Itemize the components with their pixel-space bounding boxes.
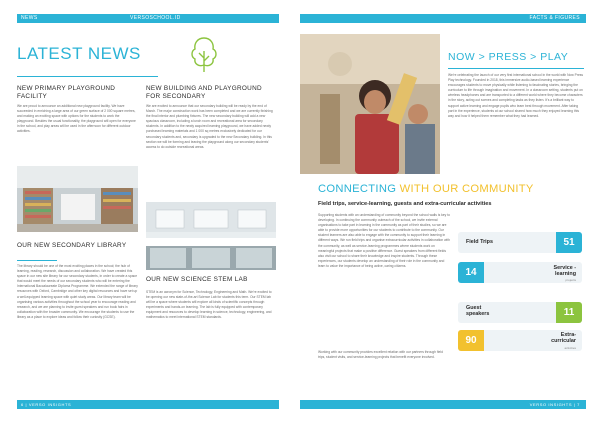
connecting-title — [318, 183, 534, 195]
stat-card-service-learning — [458, 262, 582, 283]
stat-card-extra-curricular — [458, 330, 582, 351]
stat-sub: activities — [564, 346, 576, 350]
article-title-playground-facility: NEW PRIMARY PLAYGROUND FACILITY — [17, 85, 116, 100]
stat-value: 51 — [556, 232, 582, 253]
connecting-title-prefix: CONNECTING — [318, 183, 400, 195]
section-tag-facts: FACTS & FIGURES — [529, 15, 580, 21]
latest-news-title: LATEST NEWS — [17, 44, 141, 63]
header-bar-left — [17, 14, 279, 23]
stat-value: 11 — [556, 302, 582, 323]
footer-bar-left — [17, 400, 279, 409]
stat-label: Guest speakers — [466, 305, 490, 317]
hero-photo-student — [300, 34, 440, 174]
stat-value: 90 — [458, 330, 484, 351]
website-url: VERSOSCHOOL.ID — [130, 15, 181, 21]
now-press-play-title: NOW > PRESS > PLAY — [448, 51, 569, 63]
footer-bar-right — [300, 400, 586, 409]
section-tag-news: NEWS — [21, 15, 38, 21]
stem-lab-photo — [146, 202, 276, 270]
stat-value: 14 — [458, 262, 484, 283]
stat-label: Extra-curricular — [551, 332, 576, 344]
article-body-secondary-library: The library should be one of the most exciting places in the school; the hub of learning, reading, research, discussion and collaboration. We have created this space in our new site library for our secondary students, in order to create a space that would meet the needs of our secondary students who will be entering the International Baccalaureate Diploma Programme. We extended the range of library resources with Oxford, Cambridge and other key digital resources and have set up a well-equipped learning space with quiet study areas. Our library team will be organising various activities throughout the school year to encourage reading and research, and we are planning to invite guest speakers and run book fairs in collaboration with the broader community. We encourage the students to use the library as a place to explore ideas and follow their curiosity (GCSE). — [17, 264, 138, 319]
library-photo — [17, 166, 138, 232]
library-divider — [17, 260, 57, 261]
article-title-building-playground: NEW BUILDING AND PLAYGROUND FOR SECONDARY — [146, 85, 262, 100]
article-body-playground-facility: We are proud to announce an additional new playground facility. We have succeeded in enriching a large area of our green surface of 2 000 square metres, and making an exciting space with options for the students to work the playground. Besides the usual functionality, the playground will open for everyone in the school, and play areas will be used in the afternoon for different outdoor activities. — [17, 104, 136, 134]
tree-icon — [189, 34, 219, 76]
footer-right-text: VERSO INSIGHTS | 7 — [529, 402, 580, 407]
stat-sub: projects — [565, 278, 576, 282]
article-body-stem-lab: STEM is an acronym for Science, Technology, Engineering and Math. We're excited to be opening our new state-of-the-art Science Lab for students this term. Our STEM lab will be a space where students will explore all kinds of scientific concepts through experiments and hands-on learning. The lab is fully equipped with contemporary equipment and resources to develop learning in science, technology, engineering, and mathematics to meet international STEM standards. — [146, 290, 272, 320]
header-bar-right — [300, 14, 586, 23]
footer-left-text: 6 | VERSO INSIGHTS — [21, 402, 72, 407]
connecting-body-2: Working with our community provides excellent relation with our partners through field trips, student visits, and service-learning projects that benefit everyone involved. — [318, 350, 443, 360]
article-title-secondary-library: OUR NEW SECONDARY LIBRARY — [17, 242, 127, 249]
latest-divider — [17, 76, 158, 77]
connecting-title-highlight: WITH OUR COMMUNITY — [399, 183, 534, 195]
now-press-divider — [448, 68, 584, 69]
stat-card-field-trips — [458, 232, 582, 253]
stat-label: Field Trips — [466, 239, 493, 245]
article-body-building-playground: We are excited to announce that our secondary building will be ready by the end of March. The major construction work has been completed and we are currently finishing the final interior and plumbing fixtures. The new secondary building will add a new spacious classroom, including a lunch room and recreational area for secondary students. In addition to the newly acquired learning playground, we have added newly purchased learning materials and 1 000 sq metres exclusively dedicated for our secondary students and, secondary is upgraded to the new Secondary building. In this section we will be forming and leaving the playground along our secondary students' access to do outside recreational areas. — [146, 104, 273, 149]
now-press-body: We're celebrating the launch of our very first international school in the world with Now Press Play technology. Founded in 2018, this immersive audio-based learning experience encourages students to move physically while listening to fascinating stories, bringing the curriculum to life through imagination and movement. In a classroom setting, students put on wireless headphones and are transported to a different world where they become characters in the story, acting out scenes and completing tasks as they listen. It's a brilliant way to support active learning and engage pupils who learn best through movement. After taking part in the experience, students at our school shared how much they enjoyed learning this way and how it helped them remember what they had learned. — [448, 73, 584, 118]
article-title-stem-lab: OUR NEW SCIENCE STEM LAB — [146, 276, 248, 283]
connecting-subtitle: Field trips, service-learning, guests and extra-curricular activities — [318, 201, 492, 207]
stat-card-guest-speakers — [458, 302, 582, 323]
stat-label: Service - learning — [553, 265, 576, 277]
connecting-body-1: Supporting students with an understanding of community beyond the school walls is key to developing. In continuing the community outreach of the school, we invite external organisations to take part in learning in the community as part of their studies, so we are able to provide more opportunities for our students to contribute to the community. Our student learners are also able to engage with the community to support their learning in different ways. We run field trips and organise extracurricular activities in collaboration with the community, as well as service-learning programmes where students work on meaningful projects that make a positive difference. Guest speakers from different fields also visit our school to share their knowledge and inspire students. Through these experiences, our students develop an understanding of their role in the community and learn to value the importance of being active, caring citizens. — [318, 213, 450, 268]
